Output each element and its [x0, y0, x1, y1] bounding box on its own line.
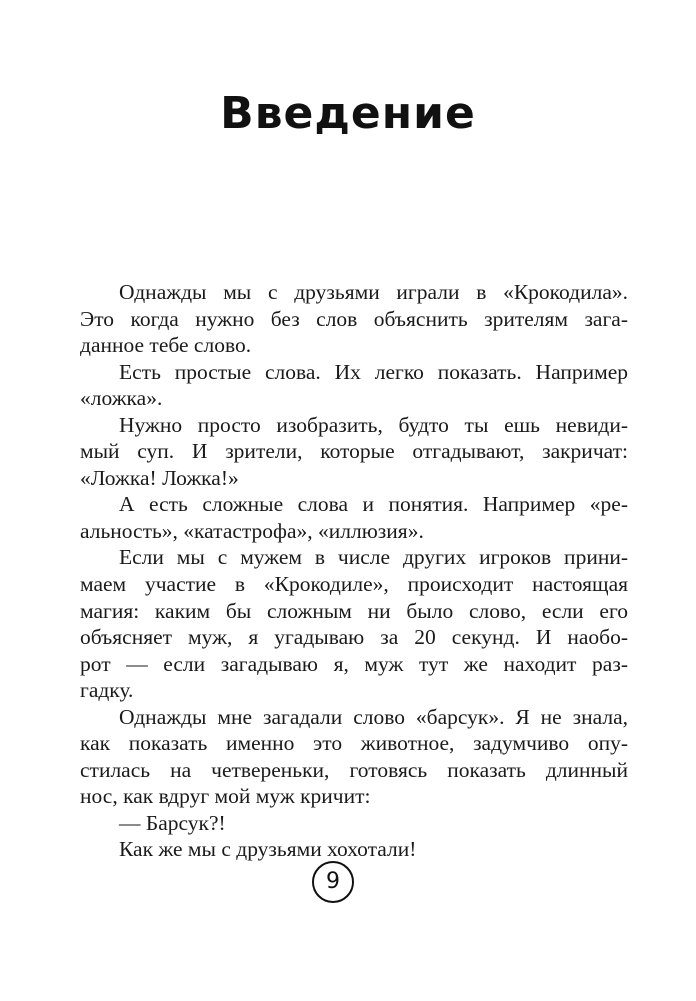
text-line: как показать именно это животное, задумчиво опу-: [80, 731, 628, 756]
text-line: Есть простые слова. Их легко показать. Например: [119, 359, 628, 384]
text-line: гадку.: [80, 678, 134, 703]
page-number: 9: [312, 861, 354, 903]
text-line: рот — если загадываю я, муж тут же находит раз-: [80, 651, 628, 676]
text-line: Однажды мне загадали слово «барсук». Я не знала,: [119, 704, 628, 729]
text-line: нос, как вдруг мой муж кричит:: [80, 784, 371, 809]
text-line: Это когда нужно без слов объяснить зрителям зага-: [80, 306, 628, 331]
text-line: Нужно просто изобразить, будто ты ешь невиди-: [119, 412, 628, 437]
text-line: магия: каким бы сложным ни было слово, если его: [80, 598, 628, 623]
text-line: Однажды мы с друзьями играли в «Крокодила».: [119, 280, 628, 304]
text-line: А есть сложные слова и понятия. Например «ре-: [119, 492, 628, 517]
text-line: Как же мы с друзьями хохотали!: [119, 837, 417, 862]
text-line: «Ложка! Ложка!»: [80, 465, 239, 490]
text-line: «ложка».: [80, 386, 163, 411]
text-line: объясняет муж, я угадываю за 20 секунд. И наобо-: [80, 625, 628, 650]
text-line: стилась на четвереньки, готовясь показать длинный: [80, 757, 628, 782]
text-line: альность», «катастрофа», «иллюзия».: [80, 518, 424, 543]
chapter-title: Введение: [220, 88, 476, 139]
text-line: Если мы с мужем в числе других игроков прини-: [119, 545, 628, 570]
text-line: мый суп. И зрители, которые отгадывают, закричат:: [80, 439, 628, 464]
text-line: — Барсук?!: [119, 810, 226, 835]
text-line: маем участие в «Крокодиле», происходит настоящая: [80, 572, 628, 597]
text-line: данное тебе слово.: [80, 333, 252, 358]
body-text: [80, 279, 628, 863]
